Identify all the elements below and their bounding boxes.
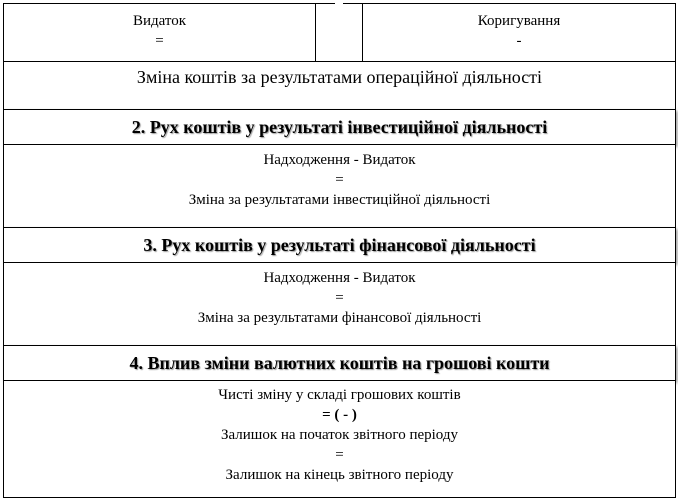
financing-header: 3. Рух коштів у результаті фінансової діяльності: [143, 235, 536, 255]
connector-left: [315, 3, 335, 62]
currency-sign2: =: [335, 447, 344, 463]
currency-sign1: = ( - ): [322, 407, 357, 423]
investing-header-box: [3, 109, 676, 145]
investing-line2: Зміна за результатами інвестиційної діяльності: [188, 192, 491, 208]
connector-right: [343, 3, 363, 62]
expense-box: [3, 3, 316, 62]
expense-label: Видаток: [132, 13, 187, 29]
expense-sign: =: [155, 33, 164, 49]
currency-line2: Залишок на початок звітного періоду: [220, 427, 459, 443]
financing-sign: =: [335, 290, 344, 306]
investing-line1: Надходження - Видаток: [263, 152, 416, 168]
investing-body-box: [3, 144, 676, 228]
currency-header-box: [3, 345, 676, 381]
currency-body-box: [3, 380, 676, 498]
operating-change-box: [3, 61, 676, 110]
adjustment-box: [362, 3, 676, 62]
operating-change-title: Зміна коштів за результатами операційної діяльності: [136, 67, 543, 87]
investing-header: 2. Рух коштів у результаті інвестиційної діяльності: [131, 117, 548, 137]
currency-line1: Чисті зміну у складі грошових коштів: [218, 387, 461, 403]
currency-line3: Залишок на кінець звітного періоду: [225, 467, 454, 483]
financing-header-box: [3, 227, 676, 263]
financing-line1: Надходження - Видаток: [263, 270, 416, 286]
investing-sign: =: [335, 172, 344, 188]
financing-line2: Зміна за результатами фінансової діяльності: [197, 310, 482, 326]
adjustment-label: Коригування: [477, 13, 561, 29]
financing-body-box: [3, 262, 676, 346]
adjustment-sign: -: [516, 33, 522, 49]
currency-header: 4. Вплив зміни валютних коштів на грошові кошти: [129, 353, 550, 373]
